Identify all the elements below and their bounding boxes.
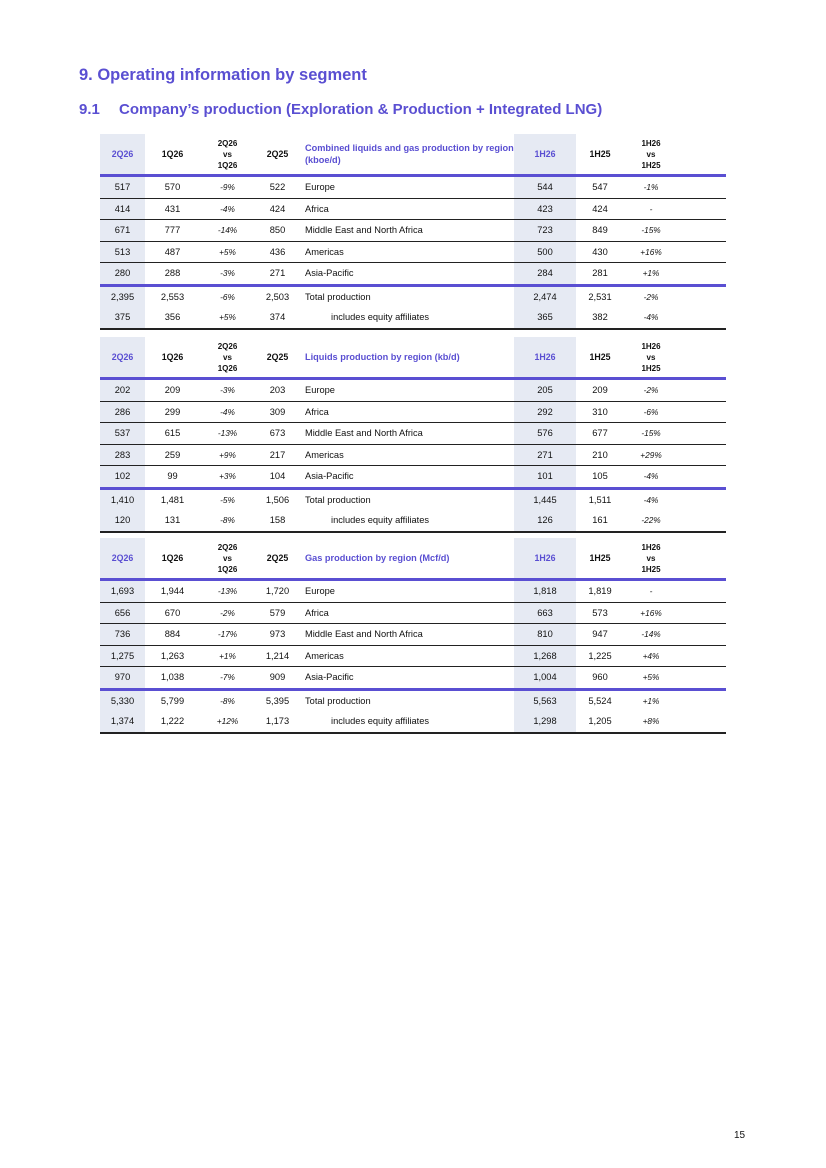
header-1h25: 1H25: [589, 553, 611, 563]
cell-half-variation: -4%: [643, 494, 659, 505]
cell-quarter-variation: +5%: [219, 312, 236, 323]
table-row: [100, 307, 726, 329]
cell-2q26: 102: [100, 466, 145, 489]
cell-1q26: 670: [164, 607, 181, 618]
cell-1h25: 677: [592, 428, 608, 439]
cell-region-label: Total production: [305, 494, 371, 505]
cell-region-label: Asia-Pacific: [305, 471, 354, 482]
cell-quarter-variation: +5%: [219, 246, 236, 257]
cell-1h25: 430: [592, 246, 608, 257]
cell-half-variation: -22%: [641, 515, 661, 526]
production-table-1: [100, 134, 726, 330]
header-half-variation-line-1: 1H26: [641, 138, 661, 148]
cell-2q26: 5,330: [100, 689, 145, 711]
cell-1h25: 424: [592, 203, 608, 214]
table-row: [100, 466, 726, 489]
header-half-variation-line-1: 1H26: [641, 542, 661, 552]
cell-1h26: 544: [514, 176, 576, 199]
cell-region-label: Americas: [305, 449, 344, 460]
header-quarter-variation-line-2: vs: [223, 352, 232, 362]
cell-1h26: 365: [514, 307, 576, 329]
cell-region-label: Asia-Pacific: [305, 672, 354, 683]
table-header-row: [100, 337, 726, 379]
cell-region-label: includes equity affiliates: [331, 716, 430, 727]
cell-half-variation: -15%: [641, 428, 661, 439]
header-2q25: 2Q25: [266, 149, 289, 159]
cell-quarter-variation: +1%: [219, 650, 236, 661]
cell-2q26: 671: [100, 220, 145, 242]
cell-2q25: 158: [269, 515, 286, 526]
cell-1h26: 2,474: [514, 285, 576, 307]
cell-region-label: Africa: [305, 406, 329, 417]
header-half-variation: [624, 337, 678, 379]
header-quarter-variation-line-2: vs: [223, 149, 232, 159]
header-1h25: 1H25: [589, 352, 611, 362]
cell-half-variation: +16%: [640, 246, 662, 257]
cell-quarter-variation: -4%: [220, 203, 235, 214]
cell-2q26: 736: [100, 624, 145, 646]
section-heading: 9. Operating information by segment: [79, 66, 367, 84]
cell-1h25: 209: [592, 385, 608, 396]
cell-quarter-variation: +3%: [219, 471, 236, 482]
cell-1q26: 615: [164, 428, 181, 439]
cell-region-label: Africa: [305, 203, 329, 214]
table-row: [100, 645, 726, 667]
table-row: [100, 241, 726, 263]
table-header-row: [100, 538, 726, 580]
cell-2q26: 2,395: [100, 285, 145, 307]
table-row: [100, 176, 726, 199]
cell-1h26: 663: [514, 602, 576, 624]
cell-1q26: 1,222: [160, 716, 185, 727]
cell-2q25: 850: [269, 225, 286, 236]
table-row: [100, 423, 726, 445]
cell-2q25: 2,503: [265, 291, 290, 302]
cell-2q26: 120: [100, 510, 145, 532]
cell-1h26: 1,268: [514, 645, 576, 667]
cell-region-label: Middle East and North Africa: [305, 629, 423, 640]
cell-1h25: 849: [592, 225, 608, 236]
cell-1h25: 1,205: [588, 716, 612, 727]
cell-quarter-variation: -4%: [220, 406, 235, 417]
cell-quarter-variation: -5%: [220, 494, 235, 505]
cell-2q26: 375: [100, 307, 145, 329]
cell-2q26: 970: [100, 667, 145, 690]
cell-quarter-variation: -14%: [217, 225, 238, 236]
cell-1h25: 310: [592, 406, 608, 417]
cell-1q26: 288: [164, 268, 181, 279]
table-row: [100, 263, 726, 286]
cell-half-variation: +4%: [642, 650, 660, 661]
cell-half-variation: -2%: [643, 385, 659, 396]
cell-1h26: 810: [514, 624, 576, 646]
header-half-variation-line-3: 1H25: [641, 363, 661, 373]
cell-1q26: 487: [164, 246, 181, 257]
header-description: Combined liquids and gas production by region (kboe/d): [305, 143, 514, 165]
header-description: Liquids production by region (kb/d): [305, 352, 460, 362]
cell-1q26: 570: [164, 182, 181, 193]
cell-1q26: 209: [164, 385, 181, 396]
cell-half-variation: +1%: [642, 695, 660, 706]
table-header-row: [100, 134, 726, 176]
cell-quarter-variation: -13%: [217, 428, 238, 439]
cell-quarter-variation: -8%: [220, 515, 235, 526]
header-half-variation-line-1: 1H26: [641, 341, 661, 351]
cell-half-variation: -: [649, 203, 653, 214]
cell-quarter-variation: -3%: [220, 268, 235, 279]
cell-2q25: 1,720: [265, 586, 290, 597]
cell-1h26: 271: [514, 444, 576, 466]
header-half-variation-line-3: 1H25: [641, 160, 661, 170]
cell-half-variation: +5%: [642, 672, 660, 683]
cell-half-variation: -2%: [643, 291, 659, 302]
cell-2q25: 973: [269, 629, 286, 640]
header-quarter-variation-line-3: 1Q26: [217, 160, 238, 170]
cell-2q26: 286: [100, 401, 145, 423]
cell-region-label: Total production: [305, 291, 371, 302]
cell-1h26: 1,818: [514, 580, 576, 603]
subsection-title: Company’s production (Exploration & Production + Integrated LNG): [119, 101, 603, 118]
header-half-variation: [624, 538, 678, 580]
cell-half-variation: -6%: [643, 406, 659, 417]
cell-half-variation: +8%: [642, 716, 660, 727]
cell-region-label: Europe: [305, 385, 335, 396]
cell-1q26: 5,799: [160, 695, 185, 706]
cell-quarter-variation: +9%: [219, 449, 236, 460]
subsection-heading: [79, 101, 602, 118]
cell-region-label: Europe: [305, 182, 335, 193]
cell-1h26: 723: [514, 220, 576, 242]
cell-quarter-variation: -6%: [220, 291, 235, 302]
cell-1q26: 1,038: [160, 672, 185, 683]
cell-region-label: Asia-Pacific: [305, 268, 354, 279]
cell-region-label: Middle East and North Africa: [305, 428, 423, 439]
cell-quarter-variation: +12%: [216, 716, 239, 727]
header-quarter-variation: [200, 337, 255, 379]
table-row: [100, 198, 726, 220]
table-row: [100, 711, 726, 733]
table-row: [100, 379, 726, 402]
cell-1h26: 423: [514, 198, 576, 220]
header-2q25: 2Q25: [266, 553, 289, 563]
cell-2q25: 309: [269, 406, 286, 417]
cell-region-label: Total production: [305, 695, 371, 706]
header-description: Gas production by region (Mcf/d): [305, 553, 450, 563]
header-half-variation-line-2: vs: [646, 553, 656, 563]
header-half-variation-line-2: vs: [646, 352, 656, 362]
cell-1h25: 947: [592, 629, 608, 640]
cell-half-variation: -14%: [641, 629, 661, 640]
cell-1q26: 1,944: [160, 586, 185, 597]
cell-quarter-variation: -2%: [220, 607, 235, 618]
cell-1q26: 299: [164, 406, 181, 417]
header-2q26: 2Q26: [100, 337, 145, 379]
cell-quarter-variation: -8%: [220, 695, 235, 706]
cell-1h26: 284: [514, 263, 576, 286]
cell-1q26: 356: [164, 312, 181, 323]
cell-1h25: 1,225: [588, 650, 612, 661]
header-quarter-variation-line-1: 2Q26: [217, 542, 238, 552]
production-table-2: [100, 337, 726, 533]
cell-region-label: Americas: [305, 650, 344, 661]
cell-2q26: 537: [100, 423, 145, 445]
cell-2q25: 5,395: [265, 695, 290, 706]
header-quarter-variation: [200, 538, 255, 580]
cell-region-label: includes equity affiliates: [331, 312, 430, 323]
cell-2q25: 1,173: [265, 716, 290, 727]
cell-2q26: 1,275: [100, 645, 145, 667]
cell-1h25: 547: [592, 182, 608, 193]
header-1h25: 1H25: [589, 149, 611, 159]
cell-half-variation: +1%: [642, 268, 660, 279]
cell-half-variation: +16%: [640, 607, 662, 618]
header-2q26: 2Q26: [100, 538, 145, 580]
table-row: [100, 220, 726, 242]
cell-1q26: 1,263: [160, 650, 185, 661]
table-row: [100, 401, 726, 423]
cell-quarter-variation: -9%: [220, 182, 235, 193]
subsection-number: 9.1: [79, 101, 100, 118]
cell-2q26: 1,410: [100, 488, 145, 510]
header-quarter-variation: [200, 134, 255, 176]
cell-2q25: 374: [269, 312, 286, 323]
cell-2q26: 656: [100, 602, 145, 624]
cell-half-variation: -4%: [643, 312, 659, 323]
cell-1h26: 101: [514, 466, 576, 489]
cell-1q26: 131: [164, 515, 181, 526]
cell-quarter-variation: -17%: [217, 629, 238, 640]
cell-quarter-variation: -13%: [217, 586, 238, 597]
cell-1h25: 210: [592, 449, 608, 460]
cell-2q26: 517: [100, 176, 145, 199]
cell-2q25: 436: [269, 246, 286, 257]
table-row: [100, 689, 726, 711]
cell-1h25: 960: [592, 672, 608, 683]
header-1q26: 1Q26: [161, 553, 184, 563]
cell-half-variation: -1%: [643, 182, 659, 193]
cell-1h26: 205: [514, 379, 576, 402]
cell-1h25: 105: [592, 471, 608, 482]
header-quarter-variation-line-2: vs: [223, 553, 232, 563]
cell-2q25: 1,214: [265, 650, 290, 661]
cell-1h25: 2,531: [588, 291, 612, 302]
cell-region-label: Africa: [305, 607, 329, 618]
cell-region-label: includes equity affiliates: [331, 515, 430, 526]
cell-2q26: 1,374: [100, 711, 145, 733]
cell-1h25: 1,819: [588, 586, 612, 597]
cell-2q25: 271: [269, 268, 286, 279]
cell-1q26: 884: [164, 629, 181, 640]
cell-1h25: 382: [592, 312, 608, 323]
page-number: 15: [734, 1130, 746, 1141]
cell-region-label: Middle East and North Africa: [305, 225, 423, 236]
header-quarter-variation-line-3: 1Q26: [217, 363, 238, 373]
cell-1h26: 1,004: [514, 667, 576, 690]
production-table-3: [100, 538, 726, 734]
cell-1h25: 5,524: [588, 695, 612, 706]
cell-1h26: 1,445: [514, 488, 576, 510]
cell-2q25: 522: [269, 182, 286, 193]
cell-quarter-variation: -7%: [220, 672, 235, 683]
cell-half-variation: -: [649, 586, 653, 597]
cell-2q26: 280: [100, 263, 145, 286]
cell-2q25: 424: [269, 203, 286, 214]
cell-2q26: 414: [100, 198, 145, 220]
cell-2q25: 579: [269, 607, 286, 618]
table-row: [100, 444, 726, 466]
header-half-variation-line-2: vs: [646, 149, 656, 159]
cell-2q25: 217: [269, 449, 286, 460]
cell-half-variation: +29%: [640, 449, 662, 460]
cell-2q25: 104: [269, 471, 286, 482]
cell-2q26: 202: [100, 379, 145, 402]
header-1q26: 1Q26: [161, 149, 184, 159]
header-2q26: 2Q26: [100, 134, 145, 176]
table-row: [100, 624, 726, 646]
cell-1q26: 431: [164, 203, 181, 214]
header-half-variation: [624, 134, 678, 176]
header-half-variation-line-3: 1H25: [641, 564, 661, 574]
cell-region-label: Americas: [305, 246, 344, 257]
cell-2q25: 203: [269, 385, 286, 396]
cell-half-variation: -15%: [641, 225, 661, 236]
cell-1h26: 292: [514, 401, 576, 423]
cell-half-variation: -4%: [643, 471, 659, 482]
cell-1h26: 576: [514, 423, 576, 445]
cell-1h26: 5,563: [514, 689, 576, 711]
cell-1h26: 500: [514, 241, 576, 263]
header-quarter-variation-line-1: 2Q26: [217, 138, 238, 148]
cell-2q26: 1,693: [100, 580, 145, 603]
cell-1h26: 126: [514, 510, 576, 532]
table-row: [100, 667, 726, 690]
cell-1q26: 777: [164, 225, 181, 236]
table-row: [100, 602, 726, 624]
table-row: [100, 488, 726, 510]
cell-2q25: 1,506: [265, 494, 290, 505]
header-quarter-variation-line-3: 1Q26: [217, 564, 238, 574]
cell-1q26: 259: [164, 449, 181, 460]
cell-2q25: 909: [269, 672, 286, 683]
cell-2q26: 283: [100, 444, 145, 466]
cell-1h26: 1,298: [514, 711, 576, 733]
cell-2q25: 673: [269, 428, 286, 439]
table-row: [100, 580, 726, 603]
header-2q25: 2Q25: [266, 352, 289, 362]
cell-1h25: 161: [592, 515, 608, 526]
table-row: [100, 510, 726, 532]
header-quarter-variation-line-1: 2Q26: [217, 341, 238, 351]
header-1h26: 1H26: [514, 134, 576, 176]
table-row: [100, 285, 726, 307]
cell-quarter-variation: -3%: [220, 385, 235, 396]
header-1h26: 1H26: [514, 337, 576, 379]
header-1q26: 1Q26: [161, 352, 184, 362]
cell-region-label: Europe: [305, 586, 335, 597]
cell-1q26: 99: [167, 471, 178, 482]
cell-1h25: 573: [592, 607, 608, 618]
cell-1q26: 1,481: [160, 494, 185, 505]
cell-1q26: 2,553: [160, 291, 185, 302]
header-1h26: 1H26: [514, 538, 576, 580]
cell-2q26: 513: [100, 241, 145, 263]
cell-1h25: 1,511: [588, 494, 612, 505]
cell-1h25: 281: [592, 268, 608, 279]
